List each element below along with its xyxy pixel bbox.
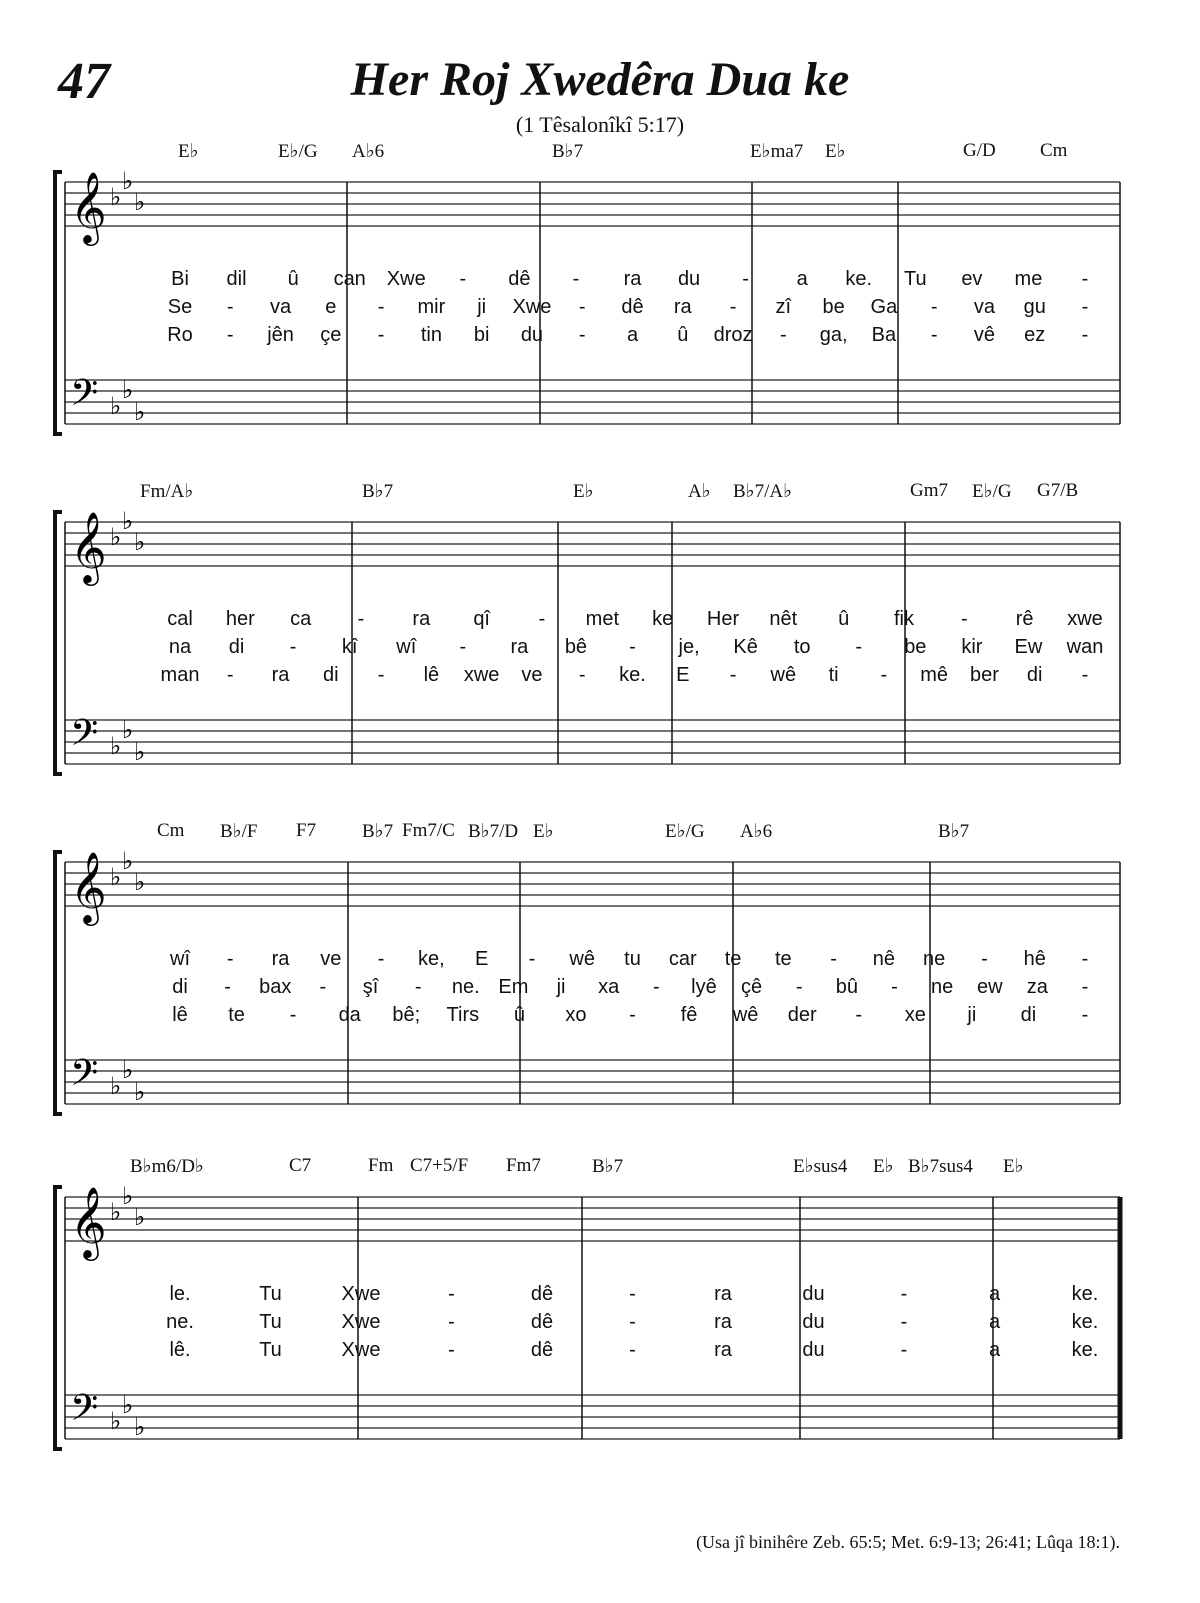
chord-symbol: A♭6 bbox=[740, 821, 773, 842]
lyric-syllable: dil bbox=[226, 268, 247, 290]
system-bracket bbox=[55, 1187, 62, 1449]
lyric-syllable: wê bbox=[732, 1004, 759, 1026]
chord-symbol: Fm/A♭ bbox=[140, 481, 194, 502]
lyric-syllable: zî bbox=[775, 296, 792, 318]
lyric-syllable: je, bbox=[678, 636, 700, 658]
lyric-syllable: - bbox=[1081, 296, 1089, 318]
chord-symbol: G7/B bbox=[1037, 480, 1079, 501]
chord-symbol: B♭7 bbox=[938, 821, 970, 842]
lyric-syllable: cal bbox=[167, 608, 193, 630]
lyric-syllable: wê bbox=[569, 948, 596, 970]
lyric-syllable: Tu bbox=[904, 268, 927, 290]
lyric-syllable: - bbox=[652, 976, 660, 998]
lyric-syllable: - bbox=[779, 324, 787, 346]
lyric-syllable: vê bbox=[973, 324, 995, 346]
lyric-syllable: di bbox=[172, 976, 188, 998]
lyric-syllable: bê; bbox=[392, 1004, 421, 1026]
lyric-syllable: ti bbox=[828, 664, 839, 686]
lyric-syllable: di bbox=[1020, 1004, 1037, 1026]
flat-icon: ♭ bbox=[122, 376, 134, 404]
flat-icon: ♭ bbox=[134, 398, 146, 426]
chord-symbol: A♭6 bbox=[352, 141, 385, 162]
lyric-syllable: wî bbox=[396, 636, 417, 658]
flat-icon: ♭ bbox=[134, 868, 146, 896]
lyric-syllable: me bbox=[1014, 268, 1043, 290]
chord-symbol: B♭7 bbox=[592, 1156, 624, 1177]
lyric-syllable: û bbox=[838, 608, 850, 630]
lyric-syllable: - bbox=[224, 976, 231, 998]
lyric-syllable: di bbox=[1026, 664, 1043, 686]
bass-clef-icon: 𝄢 bbox=[70, 712, 99, 763]
flat-icon: ♭ bbox=[110, 1072, 122, 1100]
chord-symbol: Fm bbox=[368, 1155, 394, 1176]
lyric-syllable: - bbox=[855, 1004, 863, 1026]
treble-clef-icon: 𝄞 bbox=[70, 850, 107, 923]
lyric-syllable: - bbox=[900, 1339, 908, 1361]
lyric-syllable: tu bbox=[624, 948, 641, 970]
flat-icon: ♭ bbox=[110, 1407, 122, 1435]
lyric-syllable: - bbox=[930, 324, 938, 346]
lyric-syllable: - bbox=[891, 976, 898, 998]
lyric-syllable: te bbox=[228, 1004, 245, 1026]
lyric-syllable: dê bbox=[530, 1283, 554, 1305]
lyric-syllable: ke. bbox=[845, 268, 873, 290]
lyric-syllable: Tu bbox=[259, 1339, 282, 1361]
bass-clef-icon: 𝄢 bbox=[70, 1052, 99, 1103]
lyric-syllable: - bbox=[629, 1283, 636, 1305]
flat-icon: ♭ bbox=[110, 1198, 122, 1226]
lyric-syllable: ga, bbox=[819, 324, 848, 346]
scripture-reference: (1 Têsalonîkî 5:17) bbox=[515, 112, 685, 137]
lyric-syllable: a bbox=[796, 268, 808, 290]
lyric-syllable: Xwe bbox=[512, 296, 552, 318]
lyric-syllable: be bbox=[822, 296, 845, 318]
lyric-syllable: du bbox=[520, 324, 544, 346]
lyric-syllable: va bbox=[269, 296, 292, 318]
chord-symbol: E♭ bbox=[1003, 1156, 1024, 1177]
chord-symbol: E♭sus4 bbox=[793, 1156, 848, 1177]
lyric-syllable: ji bbox=[477, 296, 487, 318]
lyric-syllable: - bbox=[377, 296, 385, 318]
lyric-syllable: - bbox=[528, 948, 536, 970]
lyric-syllable: - bbox=[319, 976, 327, 998]
lyric-syllable: - bbox=[1081, 948, 1089, 970]
lyric-syllable: - bbox=[448, 1311, 455, 1333]
lyric-syllable: dê bbox=[621, 296, 644, 318]
lyric-syllable: Bi bbox=[171, 268, 189, 290]
lyric-syllable: man bbox=[160, 664, 200, 686]
lyric-syllable: kî bbox=[341, 636, 358, 658]
lyric-syllable: - bbox=[1081, 1004, 1089, 1026]
lyric-syllable: Ro bbox=[167, 324, 193, 346]
lyric-syllable: - bbox=[578, 296, 586, 318]
chord-symbol: Gm7 bbox=[910, 480, 948, 501]
lyric-syllable: - bbox=[830, 948, 837, 970]
lyric-syllable: - bbox=[981, 948, 988, 970]
lyric-syllable: ji bbox=[556, 976, 566, 998]
lyric-syllable: du bbox=[802, 1283, 825, 1305]
music-system bbox=[0, 820, 1200, 1120]
lyric-syllable: - bbox=[1081, 268, 1089, 290]
lyric-syllable: - bbox=[459, 268, 467, 290]
lyric-syllable: - bbox=[629, 1339, 636, 1361]
chord-symbol: Fm7/C bbox=[402, 820, 455, 841]
lyric-syllable: tin bbox=[420, 324, 442, 346]
chord-symbol: E♭ bbox=[573, 481, 594, 502]
music-system bbox=[0, 480, 1200, 780]
flat-icon: ♭ bbox=[122, 1391, 134, 1419]
treble-clef-icon: 𝄞 bbox=[70, 170, 107, 243]
lyric-syllable: du bbox=[802, 1311, 825, 1333]
flat-icon: ♭ bbox=[134, 1203, 146, 1231]
lyric-syllable: - bbox=[357, 608, 365, 630]
lyric-syllable: ra bbox=[271, 948, 290, 970]
lyric-syllable: - bbox=[900, 1283, 908, 1305]
lyric-syllable: fik bbox=[894, 608, 914, 630]
footnote: (Usa jî binihêre Zeb. 65:5; Met. 6:9-13; 26:41; Lûqa 18:1). bbox=[696, 1532, 1120, 1552]
lyric-syllable: - bbox=[377, 324, 385, 346]
lyric-syllable: bi bbox=[473, 324, 490, 346]
lyric-syllable: - bbox=[729, 664, 737, 686]
lyric-syllable: Xwe bbox=[341, 1283, 381, 1305]
lyric-syllable: mir bbox=[417, 296, 446, 318]
flat-icon: ♭ bbox=[134, 188, 146, 216]
lyric-syllable: bax bbox=[259, 976, 292, 998]
chord-symbol: B♭7sus4 bbox=[908, 1156, 973, 1177]
bass-clef-icon: 𝄢 bbox=[70, 372, 99, 423]
chord-symbol: Cm bbox=[1040, 140, 1068, 161]
lyric-syllable: xe bbox=[904, 1004, 926, 1026]
lyric-syllable: dê bbox=[530, 1339, 554, 1361]
lyric-syllable: çê bbox=[741, 976, 763, 998]
lyric-syllable: - bbox=[1081, 324, 1089, 346]
lyric-syllable: rê bbox=[1015, 608, 1034, 630]
lyric-syllable: ra bbox=[412, 608, 431, 630]
lyric-syllable: E bbox=[676, 664, 690, 686]
chord-symbol: B♭7/A♭ bbox=[733, 481, 793, 502]
lyric-syllable: ne bbox=[923, 948, 946, 970]
lyric-syllable: ez bbox=[1024, 324, 1046, 346]
flat-icon: ♭ bbox=[122, 1182, 134, 1210]
lyric-syllable: - bbox=[960, 608, 968, 630]
lyric-syllable: hê bbox=[1023, 948, 1046, 970]
flat-icon: ♭ bbox=[134, 1078, 146, 1106]
lyric-syllable: mê bbox=[920, 664, 949, 686]
lyric-syllable: - bbox=[538, 608, 546, 630]
lyric-syllable: di bbox=[323, 664, 339, 686]
lyric-syllable: - bbox=[226, 324, 234, 346]
lyric-syllable: ne bbox=[930, 976, 954, 998]
lyric-syllable: şî bbox=[362, 976, 379, 998]
lyric-syllable: - bbox=[377, 664, 385, 686]
lyric-syllable: ji bbox=[967, 1004, 977, 1026]
lyric-syllable: Em bbox=[498, 976, 529, 998]
lyric-syllable: Ba bbox=[871, 324, 897, 346]
lyric-syllable: - bbox=[629, 1311, 636, 1333]
lyric-syllable: nê bbox=[872, 948, 895, 970]
lyric-syllable: ra bbox=[673, 296, 692, 318]
lyric-syllable: du bbox=[802, 1339, 825, 1361]
lyric-syllable: Se bbox=[167, 296, 193, 318]
flat-icon: ♭ bbox=[110, 183, 122, 211]
hymn-number: 47 bbox=[58, 53, 110, 110]
flat-icon: ♭ bbox=[122, 167, 134, 195]
lyric-syllable: - bbox=[729, 296, 737, 318]
flat-icon: ♭ bbox=[122, 507, 134, 535]
lyric-syllable: - bbox=[578, 664, 586, 686]
lyric-syllable: Tu bbox=[259, 1311, 282, 1333]
lyric-syllable: za bbox=[1026, 976, 1048, 998]
flat-icon: ♭ bbox=[122, 1056, 134, 1084]
lyric-syllable: Kê bbox=[733, 636, 758, 658]
lyric-syllable: kir bbox=[961, 636, 983, 658]
lyric-syllable: Xwe bbox=[341, 1311, 381, 1333]
flat-icon: ♭ bbox=[110, 523, 122, 551]
lyric-syllable: - bbox=[226, 948, 234, 970]
lyric-syllable: - bbox=[226, 664, 234, 686]
lyric-syllable: Ga bbox=[870, 296, 898, 318]
lyric-syllable: - bbox=[578, 324, 586, 346]
lyric-syllable: wî bbox=[170, 948, 190, 970]
flat-icon: ♭ bbox=[122, 847, 134, 875]
lyric-syllable: - bbox=[930, 296, 938, 318]
lyric-syllable: ca bbox=[290, 608, 312, 630]
lyric-syllable: ke. bbox=[1071, 1311, 1099, 1333]
lyric-syllable: le. bbox=[169, 1283, 191, 1305]
flat-icon: ♭ bbox=[134, 528, 146, 556]
lyric-syllable: e bbox=[325, 296, 337, 318]
flat-icon: ♭ bbox=[122, 716, 134, 744]
lyric-syllable: her bbox=[225, 608, 255, 630]
lyric-syllable: Xwe bbox=[341, 1339, 381, 1361]
lyric-syllable: fê bbox=[680, 1004, 698, 1026]
lyric-syllable: na bbox=[168, 636, 192, 658]
lyric-syllable: ra bbox=[623, 268, 642, 290]
chord-symbol: E♭ bbox=[178, 141, 199, 162]
lyric-syllable: ve bbox=[521, 664, 543, 686]
chord-symbol: E♭/G bbox=[278, 141, 318, 162]
lyric-syllable: te bbox=[774, 948, 792, 970]
chord-symbol: B♭/F bbox=[220, 821, 258, 842]
chord-symbol: C7+5/F bbox=[410, 1155, 469, 1176]
lyric-syllable: can bbox=[333, 268, 366, 290]
lyric-syllable: - bbox=[880, 664, 888, 686]
lyric-syllable: ve bbox=[320, 948, 342, 970]
lyric-syllable: a bbox=[988, 1311, 1001, 1333]
chord-symbol: B♭7/D bbox=[468, 821, 519, 842]
flat-icon: ♭ bbox=[134, 738, 146, 766]
lyric-syllable: lê bbox=[423, 664, 440, 686]
chord-symbol: B♭7 bbox=[552, 141, 584, 162]
lyric-syllable: - bbox=[742, 268, 749, 290]
lyric-syllable: ke, bbox=[418, 948, 445, 970]
lyric-syllable: droz bbox=[713, 324, 753, 346]
lyric-syllable: - bbox=[226, 296, 234, 318]
lyric-syllable: - bbox=[448, 1283, 455, 1305]
chord-symbol: E♭ bbox=[873, 1156, 894, 1177]
lyric-syllable: te bbox=[724, 948, 742, 970]
chord-symbol: E♭ma7 bbox=[750, 141, 804, 162]
lyric-syllable: xwe bbox=[463, 664, 500, 686]
lyric-syllable: a bbox=[626, 324, 639, 346]
hymn-title: Her Roj Xwedêra Dua ke bbox=[350, 53, 850, 106]
lyric-syllable: ra bbox=[714, 1283, 732, 1305]
lyric-syllable: - bbox=[377, 948, 385, 970]
lyric-syllable: qî bbox=[473, 608, 490, 630]
chord-symbol: F7 bbox=[296, 820, 317, 841]
lyric-syllable: ev bbox=[961, 268, 983, 290]
lyric-syllable: ra bbox=[714, 1311, 732, 1333]
chord-symbol: G/D bbox=[963, 140, 996, 161]
lyric-syllable: xo bbox=[565, 1004, 587, 1026]
lyric-syllable: bê bbox=[564, 636, 588, 658]
lyric-syllable: va bbox=[973, 296, 995, 318]
system-bracket bbox=[55, 852, 62, 1114]
lyric-syllable: - bbox=[572, 268, 580, 290]
system-bracket bbox=[55, 172, 62, 434]
lyric-syllable: ra bbox=[714, 1339, 732, 1361]
treble-clef-icon: 𝄞 bbox=[70, 1185, 107, 1258]
lyric-syllable: bû bbox=[835, 976, 858, 998]
flat-icon: ♭ bbox=[110, 392, 122, 420]
lyric-syllable: ke. bbox=[1071, 1283, 1099, 1305]
lyric-syllable: Her bbox=[706, 608, 740, 630]
lyric-syllable: a bbox=[988, 1283, 1001, 1305]
treble-clef-icon: 𝄞 bbox=[70, 510, 107, 583]
lyric-syllable: - bbox=[629, 636, 636, 658]
lyric-syllable: lyê bbox=[691, 976, 717, 998]
chord-symbol: Fm7 bbox=[506, 1155, 541, 1176]
lyric-syllable: ke. bbox=[1071, 1339, 1099, 1361]
lyric-syllable: ke bbox=[652, 608, 674, 630]
lyric-syllable: ne. bbox=[451, 976, 480, 998]
lyric-syllable: lê bbox=[172, 1004, 188, 1026]
lyric-syllable: Tirs bbox=[446, 1004, 480, 1026]
lyric-syllable: - bbox=[1081, 664, 1089, 686]
lyric-syllable: dê bbox=[508, 268, 531, 290]
chord-symbol: E♭ bbox=[825, 141, 846, 162]
chord-symbol: E♭/G bbox=[665, 821, 705, 842]
lyric-syllable: - bbox=[289, 636, 297, 658]
lyric-syllable: Xwe bbox=[386, 268, 426, 290]
lyric-syllable: - bbox=[629, 1004, 636, 1026]
chord-symbol: B♭7 bbox=[362, 481, 394, 502]
lyric-syllable: û bbox=[287, 268, 299, 290]
lyric-syllable: - bbox=[795, 976, 803, 998]
lyric-syllable: û bbox=[513, 1004, 525, 1026]
lyric-syllable: car bbox=[668, 948, 697, 970]
lyric-syllable: be bbox=[904, 636, 927, 658]
chord-symbol: B♭m6/D♭ bbox=[130, 1156, 204, 1177]
chord-symbol: E♭ bbox=[533, 821, 554, 842]
lyric-syllable: dê bbox=[530, 1311, 554, 1333]
lyric-syllable: wê bbox=[770, 664, 797, 686]
lyric-syllable: û bbox=[677, 324, 689, 346]
flat-icon: ♭ bbox=[110, 732, 122, 760]
lyric-syllable: - bbox=[900, 1311, 908, 1333]
lyric-syllable: Ew bbox=[1014, 636, 1043, 658]
lyric-syllable: ra bbox=[271, 664, 290, 686]
lyric-syllable: to bbox=[793, 636, 811, 658]
lyric-syllable: - bbox=[855, 636, 863, 658]
lyric-syllable: wan bbox=[1066, 636, 1104, 658]
music-system bbox=[0, 140, 1200, 440]
lyric-syllable: E bbox=[474, 948, 489, 970]
system-bracket bbox=[55, 512, 62, 774]
lyric-syllable: ke. bbox=[619, 664, 646, 686]
lyric-syllable: nêt bbox=[769, 608, 798, 630]
flat-icon: ♭ bbox=[134, 1413, 146, 1441]
lyric-syllable: çe bbox=[320, 324, 342, 346]
lyric-syllable: met bbox=[585, 608, 619, 630]
lyric-syllable: Tu bbox=[259, 1283, 282, 1305]
chord-symbol: Cm bbox=[157, 820, 185, 841]
lyric-syllable: ra bbox=[510, 636, 529, 658]
lyric-syllable: xwe bbox=[1067, 608, 1103, 630]
lyric-syllable: di bbox=[228, 636, 245, 658]
lyric-syllable: lê. bbox=[169, 1339, 191, 1361]
lyric-syllable: - bbox=[448, 1339, 455, 1361]
lyric-syllable: xa bbox=[598, 976, 620, 998]
music-system bbox=[0, 1155, 1200, 1455]
lyric-syllable: - bbox=[459, 636, 467, 658]
chord-symbol: A♭ bbox=[688, 481, 711, 502]
chord-symbol: B♭7 bbox=[362, 821, 394, 842]
lyric-syllable: ne. bbox=[166, 1311, 194, 1333]
lyric-syllable: - bbox=[289, 1004, 297, 1026]
lyric-syllable: gu bbox=[1023, 296, 1046, 318]
bass-clef-icon: 𝄢 bbox=[70, 1387, 99, 1438]
chord-symbol: C7 bbox=[289, 1155, 312, 1176]
lyric-syllable: - bbox=[414, 976, 422, 998]
lyric-syllable: du bbox=[677, 268, 701, 290]
lyric-syllable: a bbox=[988, 1339, 1001, 1361]
flat-icon: ♭ bbox=[110, 863, 122, 891]
lyric-syllable: der bbox=[787, 1004, 817, 1026]
lyric-syllable: ber bbox=[969, 664, 999, 686]
lyric-syllable: ew bbox=[976, 976, 1003, 998]
lyric-syllable: da bbox=[338, 1004, 361, 1026]
lyric-syllable: jên bbox=[267, 324, 294, 346]
lyric-syllable: - bbox=[1081, 976, 1089, 998]
chord-symbol: E♭/G bbox=[972, 481, 1012, 502]
